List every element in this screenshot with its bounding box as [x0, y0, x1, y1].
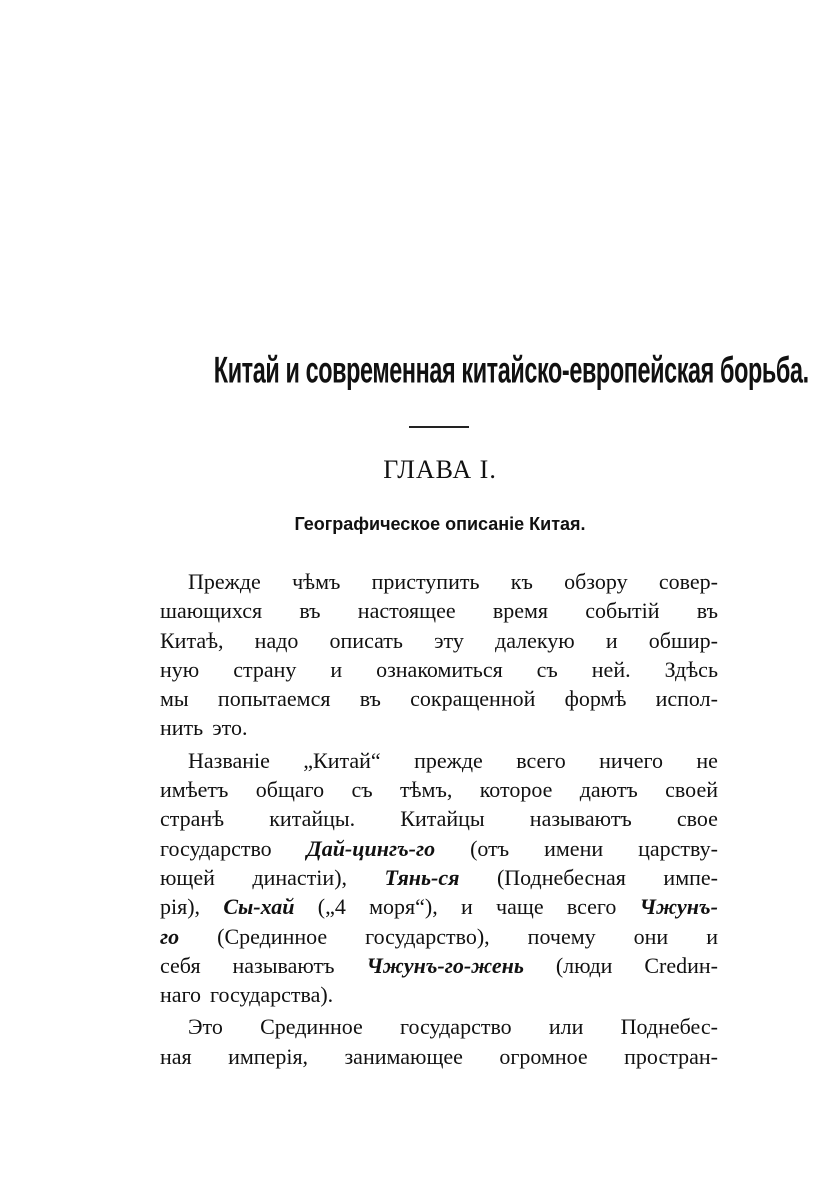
text-line: го (Срединное государство), почему они и	[160, 923, 718, 949]
text-line: себя называютъ Чжунъ-го-жень (люди Сredин-	[160, 952, 718, 978]
text-line: странѣ китайцы. Китайцы называютъ свое	[160, 806, 718, 832]
title-rule	[409, 426, 469, 428]
text-line: Это Срединное государство или Поднебес-	[188, 1014, 718, 1040]
text-line: мы попытаемся въ сокращенной формѣ испол-	[160, 686, 718, 712]
section-heading: Географическое описаніе Китая.	[294, 514, 586, 534]
book-title: Китай и современная китайско-европейская борьба.	[213, 350, 809, 392]
body-text	[160, 567, 718, 1071]
text-line: государство Дай-цингъ-го (отъ имени царству-	[160, 835, 718, 861]
text-line: нить это.	[160, 715, 248, 741]
text-line: ную страну и ознакомиться съ ней. Здѣсь	[160, 656, 718, 682]
text-line: рія), Сы-хай („4 моря“), и чаще всего Чжунъ-	[160, 894, 718, 920]
text-line: шающихся въ настоящее время событій въ	[160, 598, 718, 624]
chapter-heading: ГЛАВА I.	[383, 455, 497, 484]
text-line: наго государства).	[160, 982, 334, 1008]
text-line: Прежде чѣмъ приступить къ обзору совер-	[188, 569, 718, 594]
text-line: имѣетъ общаго съ тѣмъ, которое даютъ своей	[160, 777, 718, 803]
text-line: ющей династіи), Тянь-ся (Поднебесная импе-	[160, 864, 718, 890]
text-line: ная имперія, занимающее огромное простран-	[160, 1043, 718, 1069]
text-line: Названіе „Китай“ прежде всего ничего не	[188, 747, 718, 773]
text-line: Китаѣ, надо описать эту далекую и обшир-	[160, 627, 718, 653]
